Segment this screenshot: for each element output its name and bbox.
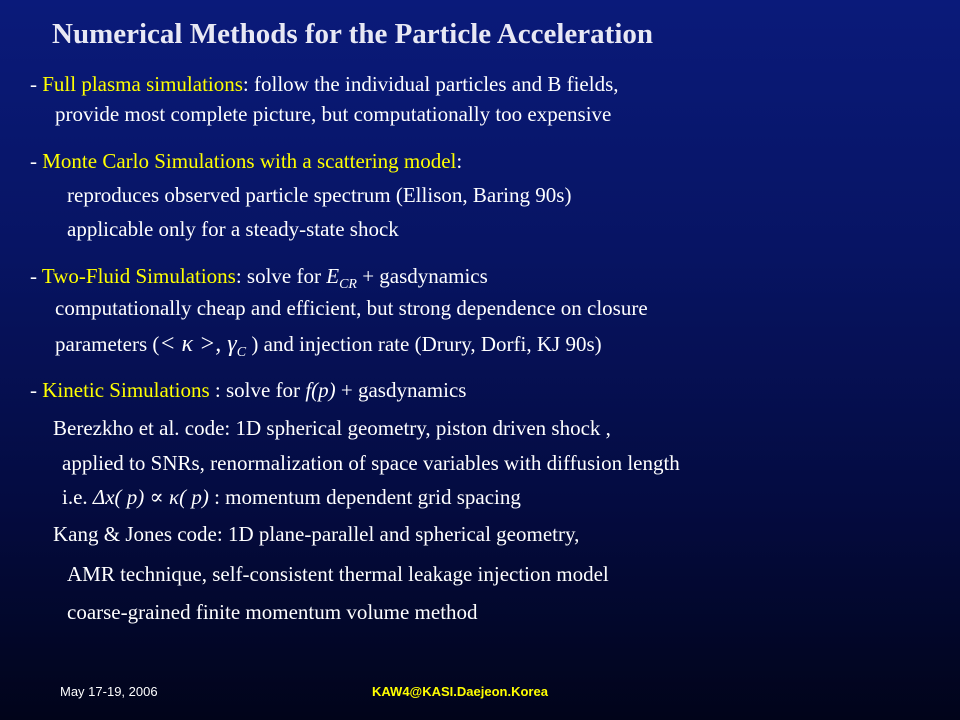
- kinetic-heading: Kinetic Simulations: [42, 378, 210, 402]
- monte-carlo-heading: Monte Carlo Simulations with a scattering model: [42, 149, 457, 173]
- two-fluid-rest-pre: : solve for: [235, 264, 327, 288]
- bullet: -: [30, 72, 43, 96]
- slide-title: Numerical Methods for the Particle Acceleration: [52, 18, 654, 50]
- two-fluid-line-1: [30, 264, 488, 297]
- monte-carlo-line-1: [30, 149, 462, 173]
- monte-carlo-line-3: applicable only for a steady-state shock: [67, 217, 399, 241]
- full-plasma-line-2: provide most complete picture, but computationally too expensive: [55, 102, 612, 126]
- full-plasma-line-1: [30, 72, 619, 96]
- bullet: -: [30, 378, 43, 402]
- ecr-symbol: E: [326, 264, 340, 288]
- full-plasma-rest: : follow the individual particles and B fields,: [242, 72, 619, 96]
- kinetic-line-5: Kang & Jones code: 1D plane-parallel and spherical geometry,: [53, 522, 580, 546]
- kinetic-line-7: coarse-grained finite momentum volume method: [67, 600, 478, 624]
- two-fluid-line-3: [55, 332, 602, 365]
- kinetic-line-1: [30, 378, 466, 402]
- monte-carlo-rest: :: [456, 149, 463, 173]
- kinetic-line-3: applied to SNRs, renormalization of space variables with diffusion length: [62, 451, 680, 475]
- two-fluid-line-2: computationally cheap and efficient, but strong dependence on closure: [55, 296, 648, 320]
- kinetic-line-4-post: : momentum dependent grid spacing: [208, 485, 521, 509]
- kinetic-line-2: Berezkho et al. code: 1D spherical geometry, piston driven shock ,: [53, 416, 611, 440]
- bullet: -: [30, 264, 42, 288]
- footer-venue: KAW4@KASI.Daejeon.Korea: [372, 684, 548, 699]
- two-fluid-rest-post: + gasdynamics: [356, 264, 488, 288]
- two-fluid-heading: Two-Fluid Simulations: [41, 264, 236, 288]
- fp-symbol: f(p): [305, 378, 336, 402]
- kinetic-rest-post: + gasdynamics: [335, 378, 467, 402]
- monte-carlo-line-2: reproduces observed particle spectrum (Ellison, Baring 90s): [67, 183, 572, 207]
- kinetic-rest-pre: : solve for: [209, 378, 306, 402]
- kinetic-line-6: AMR technique, self-consistent thermal leakage injection model: [67, 562, 609, 586]
- full-plasma-heading: Full plasma simulations: [42, 72, 243, 96]
- gamma-subscript: C: [236, 345, 247, 361]
- bullet: -: [30, 149, 43, 173]
- ecr-subscript: CR: [339, 277, 357, 293]
- grid-spacing-math: Δx( p) ∝ κ( p): [92, 485, 209, 509]
- two-fluid-line-3-pre: parameters (: [55, 332, 160, 356]
- two-fluid-line-3-post: ) and injection rate (Drury, Dorfi, KJ 90s): [246, 332, 602, 356]
- closure-params-math: < κ >, γ: [159, 331, 237, 357]
- kinetic-line-4: [62, 485, 521, 509]
- kinetic-line-4-pre: i.e.: [62, 485, 93, 509]
- footer-date: May 17-19, 2006: [60, 684, 158, 699]
